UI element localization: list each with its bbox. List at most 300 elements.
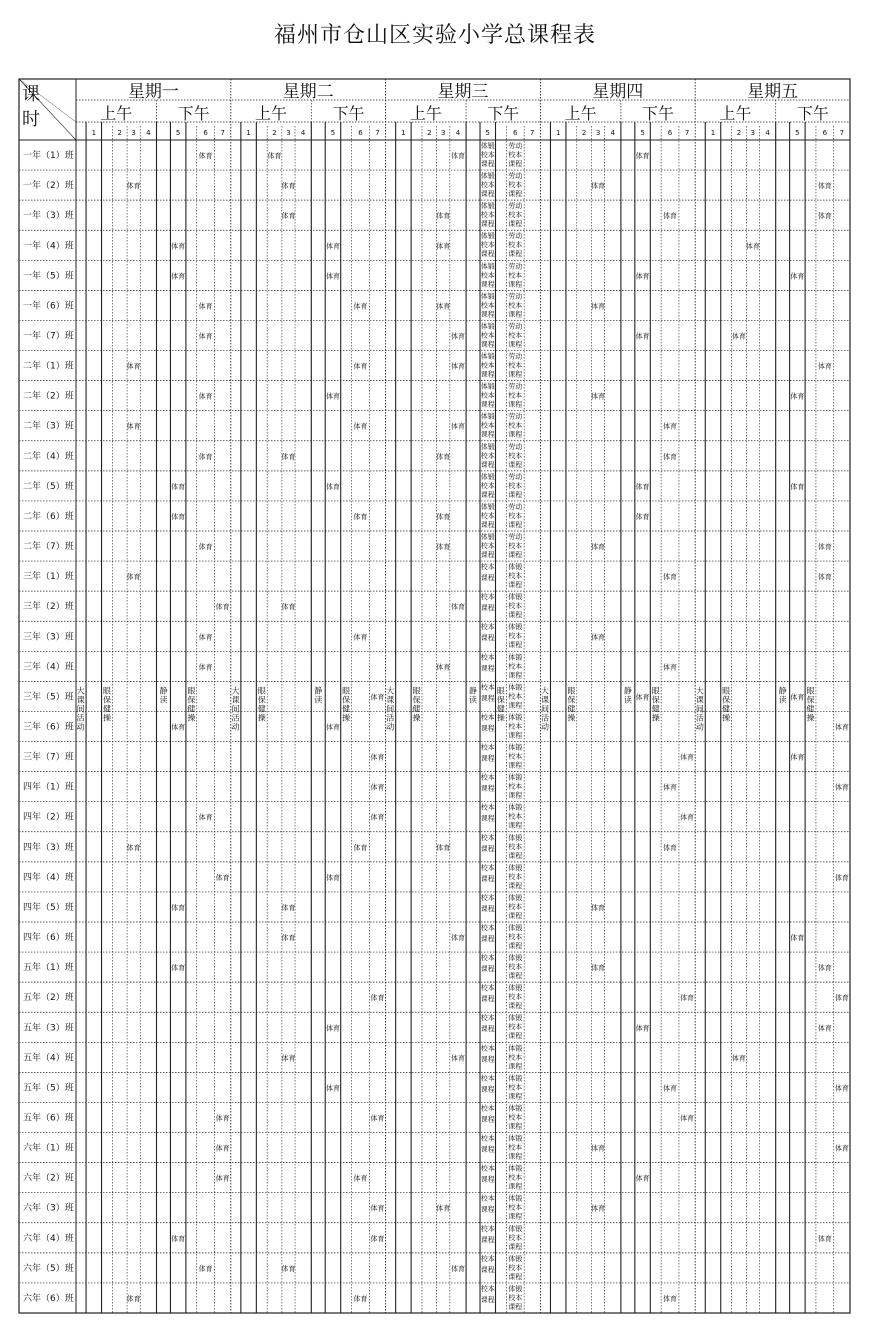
school-course-entry: 课程 [480, 310, 495, 319]
eye-exercise-label: 保 [412, 695, 421, 705]
eye-exercise-label: 操 [806, 713, 815, 723]
school-course-entry: 校本 [508, 151, 523, 159]
school-course-entry: 课程 [508, 1122, 523, 1131]
pe-entry: 体育 [325, 1084, 340, 1093]
school-course-entry: 校本 [480, 421, 495, 430]
pe-entry: 体育 [817, 964, 832, 973]
pe-entry: 体育 [790, 693, 805, 702]
school-course-entry: 体锻 [508, 593, 523, 602]
period-number: 7 [375, 129, 380, 137]
school-course-entry: 体锻 [480, 352, 495, 361]
pe-entry: 体育 [353, 512, 368, 521]
school-course-entry: 体锻 [508, 863, 523, 872]
school-course-entry: 校本 [508, 211, 523, 220]
school-course-entry: 课程 [480, 1295, 495, 1304]
pm-header: 下午 [177, 104, 210, 123]
pe-entry: 体育 [281, 452, 296, 461]
big-break-label: 课 [541, 695, 550, 705]
pe-entry: 体育 [817, 573, 832, 582]
school-course-entry: 课程 [480, 874, 495, 883]
school-course-entry: 校本 [480, 391, 495, 400]
pe-entry: 体育 [790, 753, 805, 762]
pe-entry: 体育 [281, 1054, 296, 1063]
pe-entry: 体育 [353, 1294, 368, 1303]
pe-entry: 体育 [370, 693, 385, 702]
school-course-entry: 课程 [508, 1032, 523, 1041]
pe-entry: 体育 [353, 302, 368, 311]
pe-entry: 体育 [370, 753, 385, 762]
pe-entry: 体育 [198, 633, 213, 642]
school-course-entry: 校本 [480, 451, 495, 460]
school-course-entry: 课程 [508, 520, 523, 529]
school-course-entry: 课程 [508, 551, 523, 559]
school-course-entry: 劳动 [508, 232, 523, 241]
school-course-entry: 校本 [480, 1194, 495, 1203]
page-title: 福州市仓山区实验小学总课程表 [273, 23, 596, 48]
school-course-entry: 劳动 [508, 382, 523, 391]
period-number: 7 [684, 129, 690, 137]
school-course-entry: 体锻 [480, 232, 495, 241]
school-course-entry: 课程 [508, 1302, 523, 1311]
school-course-entry: 课程 [508, 881, 523, 890]
pe-entry: 体育 [834, 723, 849, 732]
school-course-entry: 校本 [508, 421, 523, 430]
school-course-entry: 课程 [508, 731, 523, 740]
school-course-entry: 校本 [480, 653, 495, 662]
pe-entry: 体育 [325, 723, 340, 732]
pe-entry: 体育 [834, 1084, 849, 1093]
school-course-entry: 课程 [508, 611, 523, 620]
big-break-label: 间 [541, 704, 550, 714]
school-course-entry: 校本 [508, 722, 523, 731]
big-break-label: 大 [76, 686, 85, 696]
quiet-reading-label: 读 [469, 695, 478, 705]
big-break-label: 间 [386, 704, 395, 714]
class-label: 二年（3）班 [23, 421, 74, 432]
school-course-entry: 课程 [480, 1145, 495, 1154]
period-number: 7 [839, 129, 845, 137]
school-course-entry: 校本 [480, 863, 495, 872]
pe-entry: 体育 [680, 753, 695, 762]
school-course-entry: 校本 [508, 1233, 523, 1242]
pe-entry: 体育 [635, 332, 650, 341]
school-course-entry: 校本 [508, 602, 523, 611]
school-course-entry: 课程 [508, 671, 523, 680]
eye-exercise-label: 操 [651, 713, 660, 723]
pe-entry: 体育 [325, 873, 340, 882]
school-course-entry: 体锻 [480, 412, 495, 421]
eye-exercise-label: 操 [342, 713, 351, 723]
pe-entry: 体育 [436, 212, 451, 221]
school-course-entry: 校本 [508, 993, 523, 1002]
period-number: 3 [441, 129, 446, 137]
school-course-entry: 校本 [480, 331, 495, 340]
school-course-entry: 体锻 [508, 563, 523, 572]
school-course-entry: 课程 [480, 754, 495, 763]
school-course-entry: 校本 [480, 241, 495, 250]
pe-entry: 体育 [198, 392, 213, 401]
school-course-entry: 校本 [508, 451, 523, 460]
class-label: 五年（5）班 [23, 1083, 74, 1094]
school-course-entry: 校本 [508, 542, 523, 550]
school-course-entry: 体锻 [508, 1074, 523, 1083]
pe-entry: 体育 [215, 603, 230, 612]
pe-entry: 体育 [680, 813, 695, 822]
school-course-entry: 校本 [480, 1104, 495, 1113]
school-course-entry: 体锻 [508, 1224, 523, 1233]
am-header: 上午 [719, 104, 752, 123]
eye-exercise-label: 操 [567, 713, 576, 723]
school-course-entry: 校本 [508, 1083, 523, 1092]
am-header: 上午 [100, 104, 133, 123]
eye-exercise-label: 眼 [722, 686, 731, 696]
pe-entry: 体育 [834, 873, 849, 882]
school-course-entry: 校本 [508, 1023, 523, 1032]
pe-entry: 体育 [663, 212, 678, 221]
pe-entry: 体育 [790, 482, 805, 491]
big-break-label: 动 [231, 722, 240, 732]
eye-exercise-label: 健 [806, 704, 815, 714]
pe-entry: 体育 [267, 152, 282, 161]
school-course-entry: 体锻 [508, 623, 523, 632]
big-break-label: 活 [231, 713, 240, 723]
pe-entry: 体育 [663, 573, 678, 582]
school-course-entry: 体锻 [508, 1014, 523, 1023]
pe-entry: 体育 [370, 783, 385, 792]
pe-entry: 体育 [450, 603, 465, 612]
period-number: 1 [710, 129, 716, 137]
school-course-entry: 体锻 [508, 1284, 523, 1293]
class-label: 六年（5）班 [23, 1263, 74, 1274]
am-header: 上午 [255, 104, 288, 123]
pm-header: 下午 [332, 104, 365, 123]
pe-entry: 体育 [436, 843, 451, 852]
big-break-label: 课 [76, 695, 85, 705]
school-course-entry: 校本 [508, 782, 523, 791]
school-course-entry: 课程 [480, 965, 495, 974]
school-course-entry: 劳动 [508, 322, 523, 331]
pe-entry: 体育 [198, 332, 213, 341]
day-header: 星期一 [127, 82, 179, 102]
class-label: 六年（4）班 [23, 1233, 74, 1244]
pe-entry: 体育 [663, 843, 678, 852]
school-course-entry: 课程 [480, 844, 495, 853]
eye-exercise-label: 保 [806, 695, 815, 705]
big-break-label: 活 [695, 713, 704, 723]
school-course-entry: 体锻 [480, 202, 495, 211]
am-header: 上午 [409, 104, 442, 123]
pe-entry: 体育 [353, 1174, 368, 1183]
school-course-entry: 课程 [480, 160, 495, 168]
pe-entry: 体育 [790, 934, 805, 943]
school-course-entry: 校本 [508, 933, 523, 941]
school-course-entry: 体锻 [480, 502, 495, 511]
big-break-label: 活 [76, 713, 85, 723]
school-course-entry: 校本 [508, 1263, 523, 1272]
pe-entry: 体育 [591, 182, 606, 191]
eye-exercise-label: 操 [496, 713, 505, 723]
school-course-entry: 课程 [480, 724, 495, 733]
class-label: 一年（6）班 [23, 301, 74, 312]
pe-entry: 体育 [790, 392, 805, 401]
school-course-entry: 课程 [480, 551, 495, 559]
school-course-entry: 劳动 [508, 142, 523, 150]
quiet-reading-label: 静 [469, 686, 478, 696]
school-course-entry: 校本 [508, 301, 523, 310]
pe-entry: 体育 [126, 843, 141, 852]
school-course-entry: 校本 [508, 842, 523, 851]
school-course-entry: 课程 [480, 694, 495, 703]
pm-header: 下午 [487, 104, 520, 123]
school-course-entry: 体锻 [508, 803, 523, 812]
class-label: 四年（3）班 [23, 842, 74, 853]
period-number: 6 [513, 129, 518, 137]
eye-exercise-label: 健 [567, 704, 576, 714]
school-course-entry: 课程 [508, 460, 523, 469]
school-course-entry: 课程 [480, 995, 495, 1004]
big-break-label: 动 [76, 722, 85, 732]
pe-entry: 体育 [591, 392, 606, 401]
big-break-label: 大 [386, 686, 395, 696]
school-course-entry: 校本 [508, 1173, 523, 1182]
school-course-entry: 课程 [480, 634, 495, 643]
big-break-label: 间 [76, 704, 85, 714]
day-header: 星期四 [592, 82, 644, 102]
school-course-entry: 课程 [480, 1115, 495, 1124]
pe-entry: 体育 [198, 663, 213, 672]
pe-entry: 体育 [370, 1114, 385, 1123]
class-label: 一年（2）班 [23, 181, 74, 192]
school-course-entry: 劳动 [508, 172, 523, 181]
school-course-entry: 体锻 [508, 893, 523, 902]
pe-entry: 体育 [325, 242, 340, 251]
school-course-entry: 课程 [480, 460, 495, 469]
period-number: 1 [401, 129, 406, 137]
pe-entry: 体育 [591, 543, 606, 552]
school-course-entry: 课程 [480, 370, 495, 379]
school-course-entry: 课程 [480, 220, 495, 229]
am-header: 上午 [564, 104, 597, 123]
school-course-entry: 劳动 [508, 502, 523, 511]
pe-entry: 体育 [325, 392, 340, 401]
period-number: 5 [795, 129, 800, 137]
pe-entry: 体育 [353, 843, 368, 852]
school-course-entry: 校本 [480, 1134, 495, 1143]
pe-entry: 体育 [198, 152, 213, 161]
eye-exercise-label: 保 [722, 695, 731, 705]
pe-entry: 体育 [198, 543, 213, 552]
class-label: 二年（6）班 [23, 511, 74, 522]
period-number: 2 [736, 129, 742, 137]
school-course-entry: 校本 [480, 542, 495, 550]
class-label: 一年（7）班 [23, 331, 74, 342]
quiet-reading-label: 静 [314, 686, 323, 696]
school-course-entry: 劳动 [508, 533, 523, 541]
big-break-label: 活 [541, 713, 550, 723]
school-course-entry: 课程 [480, 1085, 495, 1094]
period-number: 2 [427, 129, 432, 137]
school-course-entry: 校本 [480, 1074, 495, 1083]
big-break-label: 间 [695, 704, 704, 714]
class-label: 一年（3）班 [23, 211, 74, 222]
pe-entry: 体育 [436, 512, 451, 521]
eye-exercise-label: 眼 [257, 686, 266, 696]
school-course-entry: 体锻 [480, 533, 495, 541]
school-course-entry: 校本 [480, 271, 495, 280]
school-course-entry: 劳动 [508, 292, 523, 301]
school-course-entry: 校本 [480, 954, 495, 963]
period-number: 3 [595, 129, 601, 137]
school-course-entry: 校本 [480, 563, 495, 572]
pe-entry: 体育 [591, 1204, 606, 1213]
school-course-entry: 课程 [508, 641, 523, 650]
pe-entry: 体育 [635, 1024, 650, 1033]
school-course-entry: 课程 [480, 904, 495, 913]
school-course-entry: 课程 [508, 972, 523, 981]
pe-entry: 体育 [171, 512, 186, 521]
period-number: 3 [131, 129, 136, 137]
class-label: 四年（4）班 [23, 872, 74, 883]
school-course-entry: 校本 [508, 572, 523, 581]
school-course-entry: 体锻 [480, 262, 495, 271]
school-course-entry: 校本 [508, 481, 523, 490]
school-course-entry: 课程 [480, 280, 495, 289]
school-course-entry: 校本 [480, 713, 495, 722]
big-break-label: 动 [386, 722, 395, 732]
big-break-label: 大 [695, 686, 704, 696]
big-break-label: 动 [695, 722, 704, 732]
pe-entry: 体育 [171, 723, 186, 732]
school-course-entry: 劳动 [508, 262, 523, 271]
eye-exercise-label: 保 [102, 695, 111, 705]
eye-exercise-label: 眼 [567, 686, 576, 696]
eye-exercise-label: 眼 [342, 686, 351, 696]
pe-entry: 体育 [663, 663, 678, 672]
pe-entry: 体育 [171, 482, 186, 491]
eye-exercise-label: 健 [412, 704, 421, 714]
class-label: 三年（2）班 [23, 602, 74, 613]
school-course-entry: 课程 [480, 604, 495, 613]
pe-entry: 体育 [353, 422, 368, 431]
school-course-entry: 校本 [508, 632, 523, 641]
school-course-entry: 校本 [508, 1113, 523, 1122]
pe-entry: 体育 [731, 332, 746, 341]
school-course-entry: 体锻 [508, 924, 523, 932]
pe-entry: 体育 [635, 693, 650, 702]
quiet-reading-label: 读 [159, 695, 168, 705]
pe-entry: 体育 [436, 1204, 451, 1213]
school-course-entry: 校本 [508, 752, 523, 761]
school-course-entry: 课程 [508, 1152, 523, 1161]
period-number: 1 [555, 129, 561, 137]
pe-entry: 体育 [663, 452, 678, 461]
school-course-entry: 课程 [480, 1205, 495, 1214]
pe-entry: 体育 [281, 182, 296, 191]
school-course-entry: 校本 [480, 1014, 495, 1023]
class-label: 五年（2）班 [23, 993, 74, 1004]
school-course-entry: 课程 [480, 190, 495, 199]
class-label: 三年（1）班 [23, 572, 74, 583]
school-course-entry: 课程 [508, 791, 523, 800]
pe-entry: 体育 [680, 1114, 695, 1123]
school-course-entry: 课程 [480, 1025, 495, 1034]
school-course-entry: 校本 [480, 683, 495, 692]
pe-entry: 体育 [171, 964, 186, 973]
school-course-entry: 校本 [508, 331, 523, 340]
eye-exercise-label: 操 [257, 713, 266, 723]
period-number: 4 [300, 129, 306, 137]
period-number: 6 [822, 129, 828, 137]
pe-entry: 体育 [325, 1024, 340, 1033]
pe-entry: 体育 [745, 242, 760, 251]
pe-entry: 体育 [171, 242, 186, 251]
pe-entry: 体育 [663, 1084, 678, 1093]
school-course-entry: 体锻 [480, 382, 495, 391]
class-label: 五年（6）班 [23, 1113, 74, 1124]
pe-entry: 体育 [198, 302, 213, 311]
pe-entry: 体育 [817, 182, 832, 191]
school-course-entry: 体锻 [480, 322, 495, 331]
school-course-entry: 课程 [508, 400, 523, 409]
school-course-entry: 课程 [480, 340, 495, 349]
class-label: 四年（5）班 [23, 902, 74, 913]
class-label: 四年（2）班 [23, 812, 74, 823]
pe-entry: 体育 [591, 1144, 606, 1153]
school-course-entry: 课程 [508, 1092, 523, 1101]
school-course-entry: 课程 [508, 1062, 523, 1071]
day-header: 星期三 [437, 82, 489, 102]
school-course-entry: 校本 [508, 1143, 523, 1152]
eye-exercise-label: 操 [102, 713, 111, 723]
period-number: 3 [286, 129, 291, 137]
corner-label-top: 课 [22, 84, 40, 105]
quiet-reading-label: 读 [314, 695, 323, 705]
school-course-entry: 课程 [508, 220, 523, 229]
school-course-entry: 体锻 [508, 984, 523, 993]
school-course-entry: 课程 [508, 250, 523, 259]
school-course-entry: 课程 [508, 1272, 523, 1281]
school-course-entry: 校本 [480, 1224, 495, 1233]
school-course-entry: 体锻 [508, 713, 523, 722]
pe-entry: 体育 [450, 1054, 465, 1063]
period-number: 4 [455, 129, 461, 137]
class-label: 一年（5）班 [23, 271, 74, 282]
school-course-entry: 校本 [480, 773, 495, 782]
pe-entry: 体育 [126, 1294, 141, 1303]
school-course-entry: 校本 [480, 481, 495, 490]
school-course-entry: 体锻 [480, 442, 495, 451]
school-course-entry: 课程 [480, 1175, 495, 1184]
school-course-entry: 校本 [480, 1284, 495, 1293]
pe-entry: 体育 [215, 1174, 230, 1183]
school-course-entry: 课程 [508, 370, 523, 379]
eye-exercise-label: 眼 [651, 686, 660, 696]
eye-exercise-label: 健 [257, 704, 266, 714]
eye-exercise-label: 保 [342, 695, 351, 705]
school-course-entry: 校本 [480, 593, 495, 602]
big-break-label: 活 [386, 713, 395, 723]
pe-entry: 体育 [591, 964, 606, 973]
school-course-entry: 课程 [508, 851, 523, 860]
school-course-entry: 体锻 [480, 142, 495, 150]
school-course-entry: 体锻 [508, 743, 523, 752]
school-course-entry: 校本 [508, 902, 523, 911]
quiet-reading-label: 读 [778, 695, 787, 705]
school-course-entry: 课程 [508, 911, 523, 920]
school-course-entry: 校本 [480, 803, 495, 812]
class-label: 二年（7）班 [23, 542, 74, 553]
school-course-entry: 校本 [508, 1293, 523, 1302]
